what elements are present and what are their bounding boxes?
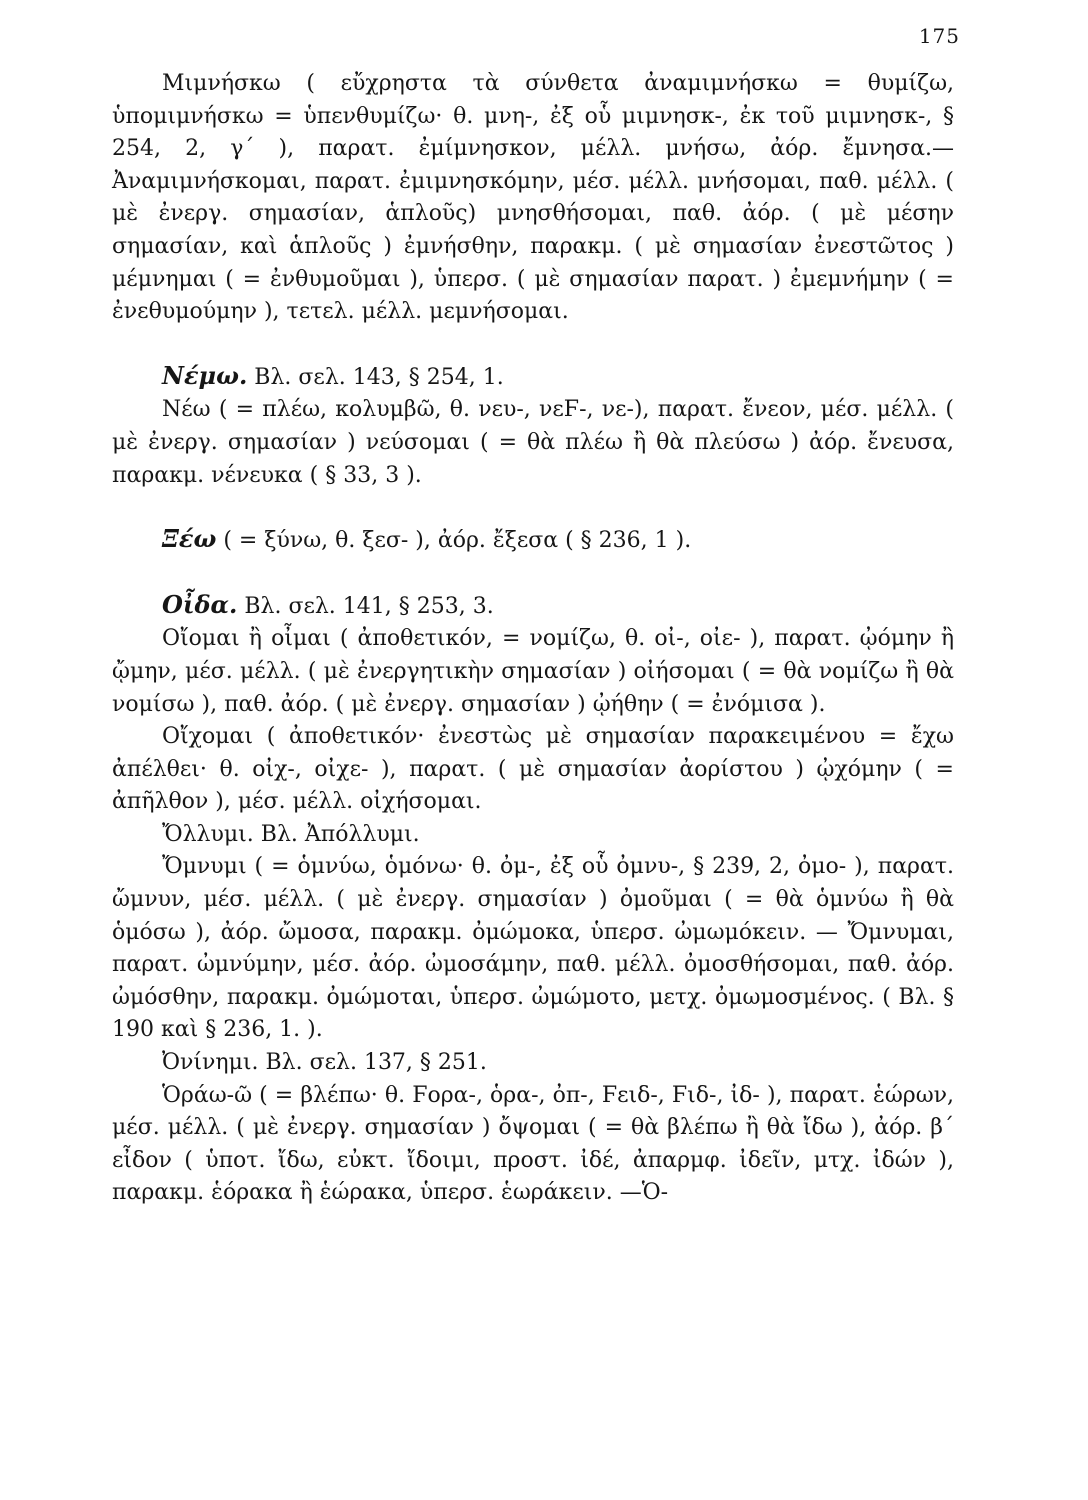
entry-lemma: Ξέω xyxy=(162,524,217,554)
entry-text: Ὀνίνημι. Βλ. σελ. 137, § 251. xyxy=(162,1050,487,1076)
entry-heading xyxy=(112,360,954,395)
entry-lemma: Νέμω. xyxy=(162,360,248,390)
entry-text: Οἴομαι ἢ οἶμαι ( ἀποθετικόν, = νομίζω, θ. οἰ-, οἰε- ), παρατ. ᾠόμην ἢ ᾤμην, μέσ. μέλλ. ( μὲ ἐνεργητικὴν σημασίαν ) οἰήσομαι ( = θὰ νομίζω ἢ θὰ νομίσω ), παθ. ἀόρ. ( μὲ ἐνεργ. σημασίαν ) ᾠήθην ( = ἐνόμισα ). xyxy=(112,626,954,717)
entry-paragraph xyxy=(112,819,954,852)
dictionary-text xyxy=(112,68,954,1210)
entry-paragraph xyxy=(112,1047,954,1080)
entry-text: Οἴχομαι ( ἀποθετικόν· ἐνεστὼς μὲ σημασίαν παρακειμένου = ἔχω ἀπέλθει· θ. οἰχ-, οἰχε- ), παρατ. ( μὲ σημασίαν ἀορίστου ) ᾠχόμην ( = ἀπῆλθον ), μέσ. μέλλ. οἰχήσομαι. xyxy=(112,724,954,815)
entry-paragraph xyxy=(112,1080,954,1210)
entry-text: Μιμνήσκω ( εὔχρηστα τὰ σύνθετα ἀναμιμνήσκω = θυμίζω, ὑπομιμνήσκω = ὑπενθυμίζω· θ. μνη-, ἐξ οὗ μιμνησκ-, ἐκ τοῦ μιμνησκ-, § 254, 2, γ΄ ), παρατ. ἐμίμνησκον, μέλλ. μνήσω, ἀόρ. ἔμνησα.—Ἀναμιμνήσκομαι, παρατ. ἐμιμνησκόμην, μέσ. μέλλ. μνήσομαι, παθ. μέλλ. ( μὲ ἐνεργ. σημασίαν, ἁπλοῦς) μνησθήσομαι, παθ. ἀόρ. ( μὲ μέσην σημασίαν, καὶ ἁπλοῦς ) ἐμνήσθην, παρακμ. ( μὲ σημασίαν ἐνεστῶτος ) μέμνημαι ( = ἐνθυμοῦμαι ), ὑπερσ. ( μὲ σημασίαν παρατ. ) ἐμεμνήμην ( = ἐνεθυμούμην ), τετελ. μέλλ. μεμνήσομαι. xyxy=(112,71,954,325)
entry-paragraph xyxy=(112,851,954,1047)
entry-heading xyxy=(112,589,954,624)
entry-text: Νέω ( = πλέω, κολυμβῶ, θ. νευ-, νεϜ-, νε-), παρατ. ἔνεον, μέσ. μέλλ. ( μὲ ἐνεργ. σημασίαν ) νεύσομαι ( = θὰ πλέω ἢ θὰ πλεύσω ) ἀόρ. ἔνευσα, παρακμ. νένευκα ( § 33, 3 ). xyxy=(112,397,954,488)
entry-paragraph xyxy=(112,68,954,329)
entry-paragraph xyxy=(112,394,954,492)
entry-text: Ὄλλυμι. Βλ. Ἀπόλλυμι. xyxy=(162,821,420,847)
entry-text: Ὁράω-ῶ ( = βλέπω· θ. Ϝορα-, ὁρα-, ὀπ-, Ϝειδ-, Ϝιδ-, ἰδ- ), παρατ. ἑώρων, μέσ. μέλλ. ( μὲ ἐνεργ. σημασίαν ) ὄψομαι ( = θὰ βλέπω ἢ θὰ ἴδω ), ἀόρ. β΄ εἶδον ( ὑποτ. ἴδω, εὐκτ. ἴδοιμι, προστ. ἰδέ, ἀπαρμφ. ἰδεῖν, μτχ. ἰδών ), παρακμ. ἑόρακα ἢ ἑώρακα, ὑπερσ. ἑωράκειν. —Ὁ- xyxy=(112,1082,954,1206)
entry-text: Βλ. σελ. 143, § 254, 1. xyxy=(247,364,504,390)
entry-paragraph xyxy=(112,623,954,721)
entry-text: ( = ξύνω, θ. ξεσ- ), ἀόρ. ἔξεσα ( § 236, 1 ). xyxy=(216,528,692,554)
entry-paragraph xyxy=(112,721,954,819)
entry-heading xyxy=(112,523,954,558)
entry-text: Βλ. σελ. 141, § 253, 3. xyxy=(237,593,494,619)
entry-lemma: Οἶδα. xyxy=(162,589,238,619)
entry-text: Ὄμνυμι ( = ὁμνύω, ὁμόνω· θ. ὀμ-, ἐξ οὗ ὀμνυ-, § 239, 2, ὀμο- ), παρατ. ὤμνυν, μέσ. μέλλ. ( μὲ ἐνεργ. σημασίαν ) ὀμοῦμαι ( = θὰ ὁμνύω ἢ θὰ ὁμόσω ), ἀόρ. ὤμοσα, παρακμ. ὀμώμοκα, ὑπερσ. ὠμωμόκειν. — Ὄμνυμαι, παρατ. ὠμνύμην, μέσ. ἀόρ. ὠμοσάμην, παθ. μέλλ. ὀμοσθήσομαι, παθ. ἀόρ. ὠμόσθην, παρακμ. ὀμώμοται, ὑπερσ. ὠμώμοτο, μετχ. ὀμωμοσμένος. ( Βλ. § 190 καὶ § 236, 1. ). xyxy=(112,854,954,1043)
page-number: 175 xyxy=(918,24,960,48)
